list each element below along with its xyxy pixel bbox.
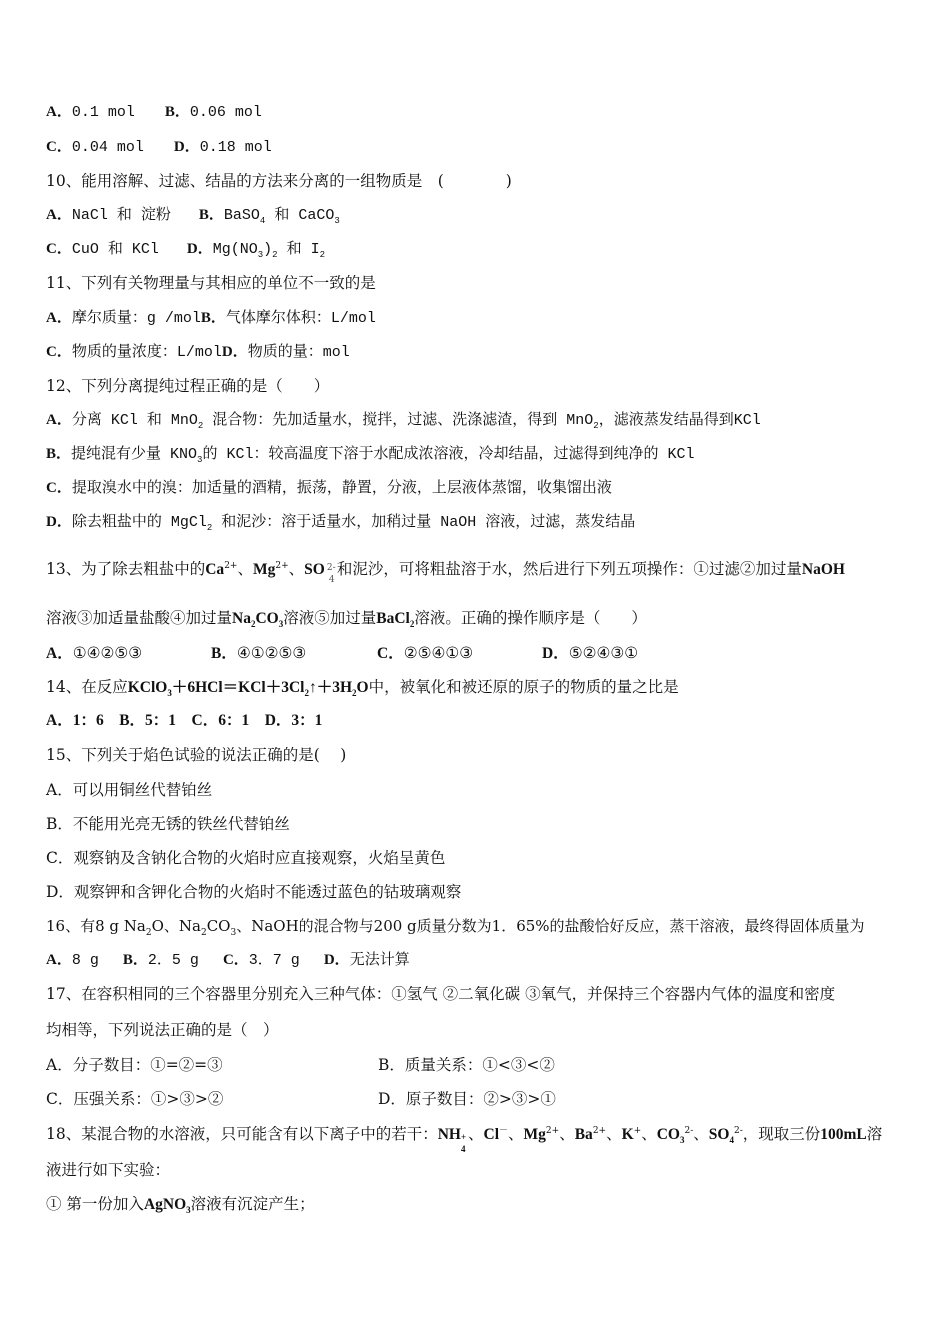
q17-option-b: B．质量关系：①<③<② — [378, 1056, 555, 1074]
q17-option-d: D．原子数目：②>③>① — [378, 1090, 556, 1108]
q10-options-cd: C．CuO 和 KCl D．$Mg(NO_3)_2$ 和 $I_2$ — [46, 241, 325, 260]
q17-option-c: C．压强关系：①>③>② — [46, 1090, 224, 1108]
q14-stem: 14、在反应$KClO_3+6HCl=KCl+3Cl_2↑+3H_2O$中，被氧化和被还原的原子的物质的量之比是 — [46, 678, 679, 699]
q15-stem: 15、下列关于焰色试验的说法正确的是( ) — [46, 746, 347, 764]
q13-stem-line2: 溶液③加适量盐酸④加过量$Na_2CO_3$溶液⑤加过量BaCl$_2$溶液。正确的操作顺序是（ ） — [46, 609, 647, 630]
q9-options-cd: C．0.04 mol D．0.18 mol — [46, 139, 272, 156]
q11-options-ab: A．摩尔质量：g /molB．气体摩尔体积：L/mol — [46, 310, 376, 327]
q9-options-ab: A．0.1 mol B．0.06 mol — [46, 104, 262, 121]
q10-options-ab: A．NaCl 和 淀粉 B．BaSO$_4$ 和 CaCO$_3$ — [46, 207, 340, 226]
q12-option-b: B．提纯混有少量 $KNO_3$的 KCl：较高温度下溶于水配成浓溶液，冷却结晶，过滤得到纯净的 KCl — [46, 446, 695, 465]
q17-option-a: A．分子数目：①=②=③ — [46, 1056, 223, 1074]
q15-option-a: A．可以用铜丝代替铂丝 — [46, 781, 213, 799]
q11-stem: 11、下列有关物理量与其相应的单位不一致的是 — [46, 274, 376, 292]
q18-step1: ① 第一份加入AgNO$_3$溶液有沉淀产生； — [46, 1195, 315, 1216]
q17-stem-line1: 17、在容积相同的三个容器里分别充入三种气体：①氢气 ②二氧化碳 ③氧气，并保持三个容器内气体的温度和密度 — [46, 985, 836, 1003]
q16-stem: 16、有8 g $Na_2O$、$Na_2CO_3$、NaOH的混合物与200 g质量分数为1．65%的盐酸恰好反应，蒸干溶液，最终得固体质量为 — [46, 917, 865, 938]
q12-option-a: A．分离 KCl 和 MnO$_2$ 混合物：先加适量水，搅拌，过滤、洗涤滤渣，得到 MnO$_2$，滤液蒸发结晶得到KCl — [46, 412, 761, 431]
q12-option-d: D．除去粗盐中的 MgCl$_2$ 和泥沙：溶于适量水，加稍过量 NaOH 溶液，过滤，蒸发结晶 — [46, 514, 636, 533]
q12-option-c: C．提取溴水中的溴：加适量的酒精，振荡，静置，分液，上层液体蒸馏，收集馏出液 — [46, 480, 612, 497]
q15-option-c: C．观察钠及含钠化合物的火焰时应直接观察，火焰呈黄色 — [46, 849, 446, 867]
q11-options-cd: C．物质的量浓度：L/molD．物质的量：mol — [46, 344, 350, 361]
q14-options: A．1：6 B．5：1 C．6：1 D．3：1 — [46, 712, 323, 729]
q15-option-d: D．观察钾和含钾化合物的火焰时不能透过蓝色的钴玻璃观察 — [46, 883, 462, 901]
q10-stem: 10、能用溶解、过滤、结晶的方法来分离的一组物质是 ( ) — [46, 172, 512, 190]
q18-stem-line2: 液进行如下实验： — [46, 1161, 171, 1179]
q17-stem-line2: 均相等，下列说法正确的是（ ） — [46, 1021, 279, 1039]
q18-stem-line1: 18、某混合物的水溶液，只可能含有以下离子中的若干：NH + 4 、Cl－、$Mg^{2+}$、$Ba^{2+}$、K+、$CO_3^{2-}$、$SO_4^{2-}$，现取三份100mL溶 — [46, 1125, 883, 1154]
q12-stem: 12、下列分离提纯过程正确的是（ ） — [46, 377, 330, 395]
q16-options: A．8 g B．2．5 g C．3．7 g D．无法计算 — [46, 952, 410, 969]
q15-option-b: B．不能用光亮无锈的铁丝代替铂丝 — [46, 815, 290, 833]
q13-stem-line1: 13、为了除去粗盐中的$Ca^{2+}$、$Mg^{2+}$、SO 2- 4 和泥沙，可将粗盐溶于水，然后进行下列五项操作：①过滤②加过量NaOH — [46, 560, 845, 585]
